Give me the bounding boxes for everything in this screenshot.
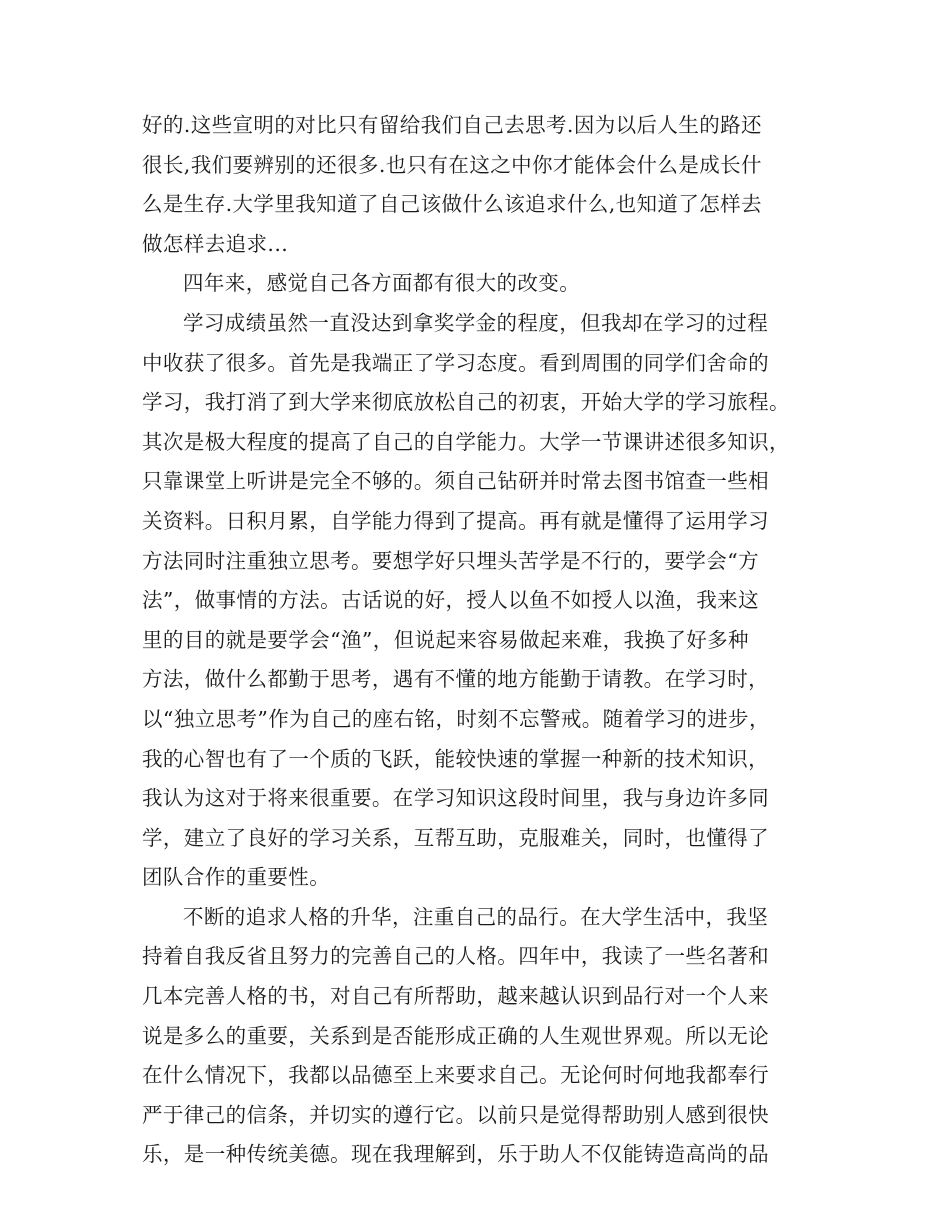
text-line: 方法同时注重独立思考。要想学好只埋头苦学是不行的，要学会“方	[142, 548, 759, 573]
text-line: 乐，是一种传统美德。现在我理解到，乐于助人不仅能铸造高尚的品	[142, 1142, 769, 1167]
text-line: 学习成绩虽然一直没达到拿奖学金的程度，但我却在学习的过程	[183, 310, 769, 335]
text-line: 里的目的就是要学会“渔”，但说起来容易做起来难，我换了好多种	[142, 627, 749, 652]
text-line: 学习，我打消了到大学来彻底放松自己的初衷，开始大学的学习旅程。	[142, 390, 790, 415]
text-line: 持着自我反省且努力的完善自己的人格。四年中，我读了一些名著和	[142, 944, 769, 969]
text-line: 不断的追求人格的升华，注重自己的品行。在大学生活中，我坚	[183, 904, 769, 929]
text-line: 只靠课堂上听讲是完全不够的。须自己钻研并时常去图书馆查一些相	[142, 469, 769, 494]
text-line: 其次是极大程度的提高了自己的自学能力。大学一节课讲述很多知识，	[142, 429, 790, 454]
text-line: 么是生存.大学里我知道了自己该做什么该追求什么,也知道了怎样去	[142, 192, 762, 217]
text-line: 严于律己的信条，并切实的遵行它。以前只是觉得帮助别人感到很快	[142, 1102, 769, 1127]
text-line: 学，建立了良好的学习关系，互帮互助，克服难关，同时，也懂得了	[142, 825, 769, 850]
text-line: 我的心智也有了一个质的飞跃，能较快速的掌握一种新的技术知识，	[142, 746, 769, 771]
text-line: 中收获了很多。首先是我端正了学习态度。看到周围的同学们舍命的	[142, 350, 769, 375]
text-line: 几本完善人格的书，对自己有所帮助，越来越认识到品行对一个人来	[142, 984, 769, 1009]
text-line: 以“独立思考”作为自己的座右铭，时刻不忘警戒。随着学习的进步，	[142, 706, 770, 731]
text-line: 很长,我们要辨别的还很多.也只有在这之中你才能体会什么是成长什	[142, 152, 762, 177]
text-line: 好的.这些宣明的对比只有留给我们自己去思考.因为以后人生的路还	[142, 113, 762, 137]
text-line: 在什么情况下，我都以品德至上来要求自己。无论何时何地我都奉行	[142, 1063, 769, 1088]
body-text	[142, 106, 812, 1175]
text-line: 法”，做事情的方法。古话说的好，授人以鱼不如授人以渔，我来这	[142, 588, 759, 613]
text-line: 我认为这对于将来很重要。在学习知识这段时间里，我与身边许多同	[142, 786, 769, 811]
text-line: 关资料。日积月累，自学能力得到了提高。再有就是懂得了运用学习	[142, 508, 769, 533]
text-line: 四年来，感觉自己各方面都有很大的改变。	[183, 271, 581, 296]
text-line: 团队合作的重要性。	[142, 865, 331, 890]
text-line: 方法，做什么都勤于思考，遇有不懂的地方能勤于请教。在学习时，	[142, 667, 769, 692]
text-line: 说是多么的重要，关系到是否能形成正确的人生观世界观。所以无论	[142, 1023, 769, 1048]
text-line: 做怎样去追求...	[142, 231, 289, 256]
